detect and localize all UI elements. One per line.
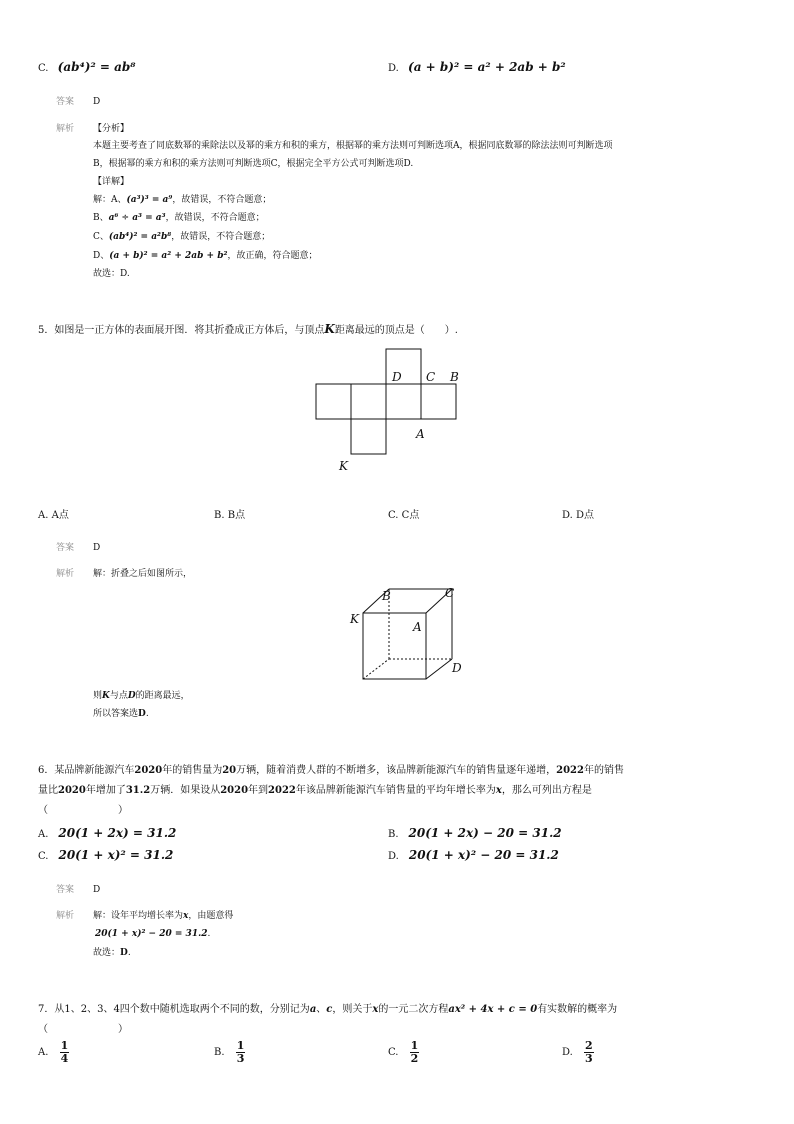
- q4-option-c: [38, 60, 136, 76]
- label-B: B: [382, 589, 391, 603]
- solution-line-c: C、(ab⁴)² = a²b⁸，故错误，不符合题意；: [93, 232, 271, 242]
- question-5-stem: 5．如图是一正方体的表面展开图．将其折叠成正方体后，与顶点K距离最远的顶点是（ ）.: [38, 322, 458, 336]
- label-D: D: [392, 370, 402, 384]
- answer-label: 答案: [56, 97, 75, 107]
- label-K: K: [339, 459, 348, 473]
- option-label: D.: [388, 63, 399, 74]
- answer-value: D: [93, 97, 101, 107]
- answer-parentheses: （ ）: [38, 805, 128, 816]
- label-A: A: [413, 620, 422, 634]
- fenxi-heading: 【分析】: [93, 124, 130, 134]
- net-face: [386, 384, 421, 419]
- q6-option-a: A. 20(1 + 2x) = 31.2: [38, 826, 177, 840]
- conclusion-line: 则K与点D的距离最远，: [93, 691, 190, 701]
- analysis-line: 解：折叠之后如图所示，: [93, 569, 193, 579]
- net-face: [421, 384, 456, 419]
- conclusion: 故选：D.: [93, 269, 130, 279]
- q5-option-c: C. C点: [388, 510, 420, 521]
- xiangjie-heading: 【详解】: [93, 177, 130, 187]
- option-expr: (ab⁴)² = ab⁸: [57, 60, 136, 74]
- fraction: $\frac{1}{3}$: [236, 1039, 245, 1065]
- q6-option-c: C. 20(1 + x)² = 31.2: [38, 848, 174, 862]
- fraction: $\frac{1}{2}$: [410, 1039, 419, 1065]
- solution-line-a: 解：A、(a³)³ = a⁹，故错误，不符合题意；: [93, 195, 272, 205]
- label-A: A: [416, 427, 425, 441]
- q7-option-b: B. $\frac{1}{3}$: [214, 1039, 245, 1065]
- label-C: C: [445, 586, 455, 600]
- q6-option-b: B. 20(1 + 2x) − 20 = 31.2: [388, 826, 562, 840]
- question-6-stem-line2: 量比2020年增加了31.2万辆．如果设从2020年到2022年该品牌新能源汽车销售量的平均年增长率为x，那么可列出方程是: [38, 785, 592, 796]
- q7-option-c: C. $\frac{1}{2}$: [388, 1039, 419, 1065]
- label-B: B: [450, 370, 459, 384]
- conclusion: 故选：D.: [93, 948, 131, 958]
- answer-value: D: [93, 543, 101, 553]
- net-face: [316, 384, 351, 419]
- net-face: [351, 384, 386, 419]
- label-K: K: [350, 612, 359, 626]
- cube-folded-figure: [345, 585, 475, 685]
- conclusion-line: 所以答案选D.: [93, 709, 149, 719]
- fraction: $\frac{2}{3}$: [585, 1039, 593, 1065]
- option-expr: (a + b)² = a² + 2ab + b²: [408, 60, 566, 74]
- option-label: C.: [38, 63, 49, 74]
- solution-line-b: B、a⁶ ÷ a³ = a³，故错误，不符合题意；: [93, 213, 265, 223]
- label-C: C: [426, 370, 436, 384]
- fenxi-line: 本题主要考查了同底数幂的乘除法以及幂的乘方和积的乘方，根据幂的乘方法则可判断选项A，根据同底数幂的除法法则可判断选项: [93, 141, 613, 151]
- q4-option-d: [388, 60, 566, 76]
- q5-option-d: D. D点: [562, 510, 595, 521]
- analysis-label: 解析: [56, 911, 75, 921]
- answer-label: 答案: [56, 885, 75, 895]
- cube-net-figure: [300, 340, 480, 480]
- analysis-label: 解析: [56, 569, 75, 579]
- q7-option-d: D. $\frac{2}{3}$: [562, 1039, 593, 1065]
- answer-parentheses: （ ）: [38, 1024, 128, 1035]
- fraction: $\frac{1}{4}$: [60, 1039, 69, 1065]
- answer-value: D: [93, 885, 101, 895]
- question-6-stem-line1: 6．某品牌新能源汽车2020年的销售量为20万辆，随着消费人群的不断增多，该品牌新能源汽车的销售量逐年递增，2022年的销售: [38, 765, 624, 776]
- q5-option-a: A. A点: [38, 510, 69, 521]
- q7-option-a: A. $\frac{1}{4}$: [38, 1039, 69, 1065]
- fenxi-line: B，根据幂的乘方和积的乘方法则可判断选项C，根据完全平方公式可判断选项D.: [93, 159, 414, 169]
- answer-label: 答案: [56, 543, 75, 553]
- q5-option-b: B. B点: [214, 510, 246, 521]
- analysis-label: 解析: [56, 124, 75, 134]
- question-7-stem: 7．从1、2、3、4四个数中随机选取两个不同的数，分别记为a、c，则关于x的一元二次方程ax² + 4x + c = 0有实数解的概率为: [38, 1004, 618, 1015]
- analysis-line: 解：设年平均增长率为x，由题意得: [93, 911, 234, 921]
- solution-line-d: D、(a + b)² = a² + 2ab + b²，故正确，符合题意；: [93, 251, 318, 261]
- label-D: D: [452, 661, 462, 675]
- net-face: [351, 419, 386, 454]
- q6-option-d: D. 20(1 + x)² − 20 = 31.2: [388, 848, 559, 862]
- analysis-equation: 20(1 + x)² − 20 = 31.2.: [95, 929, 211, 939]
